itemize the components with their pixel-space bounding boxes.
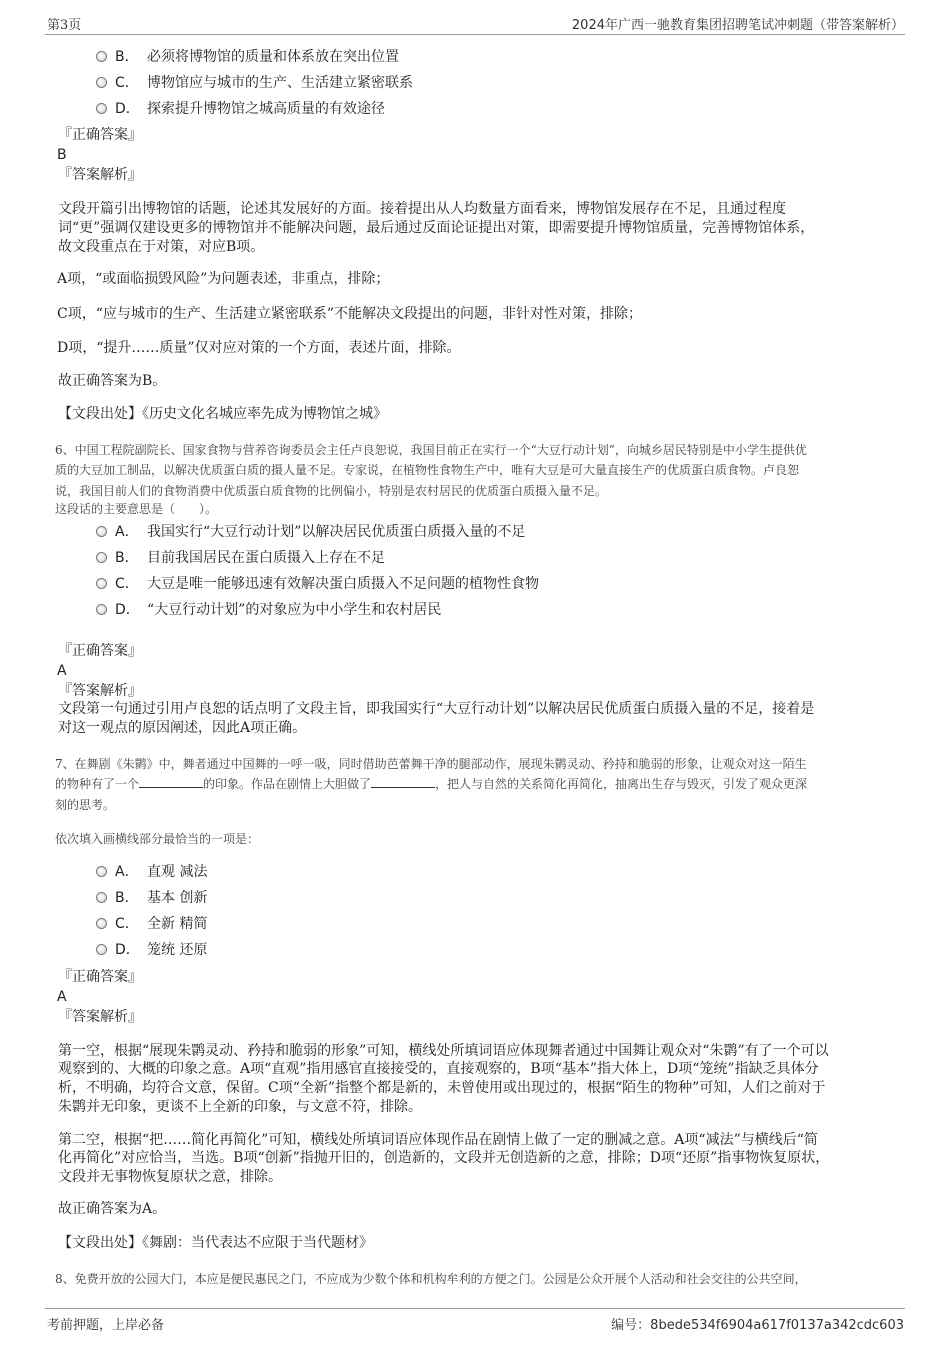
q6-option-b[interactable]: B． 目前我国居民在蛋白质摄入上存在不足 [96, 548, 385, 568]
radio-icon[interactable] [96, 944, 107, 955]
q7-stem-line: 7、在舞剧《朱鹮》中，舞者通过中国舞的一呼一吸，同时借助芭蕾舞干净的腿部动作，展现朱鹮灵动、矜持和脆弱的形象，让观众对这一陌生 [55, 757, 807, 771]
q6-stem-line: 6、中国工程院副院长、国家食物与营养咨询委员会主任卢良恕说，我国目前正在实行一个“大豆行动计划”，向城乡居民特别是中小学生提供优 [55, 443, 807, 457]
q7-analysis-line: 析，不明确，均符合文意，保留。C项“全新”指整个都是新的，未曾使用或出现过的，根据“陌生的物种”可知，人们之前对于 [58, 1080, 826, 1096]
document-title: 2024年广西一驰教育集团招聘笔试冲刺题（带答案解析） [571, 18, 904, 33]
q7-analysis-line: 朱鹮并无印象，更谈不上全新的印象，与文意不符，排除。 [58, 1099, 422, 1115]
radio-icon[interactable] [96, 918, 107, 929]
q5-analysis-line: 文段开篇引出博物馆的话题，论述其发展好的方面。接着提出从人均数量方面看来，博物馆发展存在不足，且通过程度 [58, 201, 786, 217]
q7-option-d[interactable]: D． 笼统 还原 [96, 940, 207, 960]
footer-divider [45, 1308, 905, 1309]
q5-analysis-line: 词“更”强调仅建设更多的博物馆并不能解决问题，最后通过反面论证提出对策，即需要提升博物馆质量，完善博物馆体系， [58, 220, 815, 236]
q5-option-c[interactable]: C． 博物馆应与城市的生产、生活建立紧密联系 [96, 73, 413, 93]
q7-option-c[interactable]: C． 全新 精简 [96, 914, 207, 934]
q5-source: 【文段出处】《历史文化名城应率先成为博物馆之城》 [58, 406, 387, 422]
q6-analysis-line: 文段第一句通过引用卢良恕的话点明了文段主旨，即我国实行“大豆行动计划”以解决居民优质蛋白质摄入量的不足，接着是 [58, 701, 815, 717]
q5-option-a-analysis: A项，“或面临损毁风险”为问题表述，非重点，排除； [57, 271, 390, 287]
q5-analysis-heading: 『答案解析』 [58, 167, 142, 183]
q6-stem-line: 说，我国目前人们的食物消费中优质蛋白质食物的比例偏小，特别是农村居民的优质蛋白质摄入量不足。 [55, 484, 608, 498]
q6-option-a[interactable]: A． 我国实行“大豆行动计划”以解决居民优质蛋白质摄入量的不足 [96, 522, 525, 542]
radio-icon[interactable] [96, 526, 107, 537]
q7-analysis-line: 第一空，根据“展现朱鹮灵动、矜持和脆弱的形象”可知，横线处所填词语应体现舞者通过中国舞让观众对“朱鹮”有了一个可以 [58, 1043, 829, 1059]
q7-analysis-line: 化再简化”对应恰当，当选。B项“创新”指抛开旧的，创造新的，文段并无创造新的之意，排除；D项“还原”指事物恢复原状， [58, 1150, 830, 1166]
q7-analysis-line: 文段并无事物恢复原状之意，排除。 [58, 1169, 282, 1185]
q6-analysis-heading: 『答案解析』 [58, 683, 142, 699]
q6-option-c[interactable]: C． 大豆是唯一能够迅速有效解决蛋白质摄入不足问题的植物性食物 [96, 574, 539, 594]
radio-icon[interactable] [96, 604, 107, 615]
q6-answer-heading: 『正确答案』 [58, 643, 142, 659]
q7-option-b[interactable]: B． 基本 创新 [96, 888, 207, 908]
q7-analysis-line: 观察到的、大概的印象之意。A项“直观”指用感官直接接受的，直接观察的，B项“基本”指大体上，D项“笼统”指缺乏具体分 [58, 1061, 819, 1077]
q5-answer: B [57, 147, 67, 163]
radio-icon[interactable] [96, 51, 107, 62]
radio-icon[interactable] [96, 77, 107, 88]
q7-stem-line: 刻的思考。 [55, 798, 116, 812]
q5-option-c-analysis: C项，“应与城市的生产、生活建立紧密联系”不能解决文段提出的问题，非针对性对策，排除； [57, 306, 643, 322]
radio-icon[interactable] [96, 103, 107, 114]
q7-analysis-heading: 『答案解析』 [58, 1009, 142, 1025]
q6-analysis-line: 对这一观点的原因阐述，因此A项正确。 [58, 720, 307, 736]
q7-source: 【文段出处】《舞剧：当代表达不应限于当代题材》 [58, 1235, 373, 1251]
q6-option-d[interactable]: D． “大豆行动计划”的对象应为中小学生和农村居民 [96, 600, 441, 620]
radio-icon[interactable] [96, 892, 107, 903]
q5-option-d[interactable]: D． 探索提升博物馆之城高质量的有效途径 [96, 99, 385, 119]
document-id: 编号：8bede534f6904a617f0137a342cdc603 [611, 1318, 904, 1333]
radio-icon[interactable] [96, 866, 107, 877]
q5-option-d-analysis: D项，“提升……质量”仅对应对策的一个方面，表述片面，排除。 [57, 340, 461, 356]
q7-stem-line-with-blanks: 的物种有了一个 的印象。作品在剧情上大胆做了 ，把人与自然的关系简化再简化，抽离出生存与毁灭，引发了观众更深 [55, 777, 808, 791]
q7-analysis-line: 第二空，根据“把……简化再简化”可知，横线处所填词语应体现作品在剧情上做了一定的删减之意。A项“减法”与横线后“简 [58, 1132, 818, 1148]
q6-answer: A [57, 663, 67, 679]
q7-answer-heading: 『正确答案』 [58, 969, 142, 985]
q5-analysis-line: 故文段重点在于对策，对应B项。 [58, 239, 265, 255]
q6-question-prompt: 这段话的主要意思是（ ）。 [55, 502, 218, 516]
q6-stem-line: 质的大豆加工制品，以解决优质蛋白质的摄人量不足。专家说，在植物性食物生产中，唯有大豆是可大量直接生产的优质蛋白质食物。卢良恕 [55, 463, 800, 477]
q7-question-prompt: 依次填入画横线部分最恰当的一项是： [55, 832, 260, 846]
fill-blank-1 [139, 776, 203, 788]
header-divider [45, 34, 905, 35]
fill-blank-2 [371, 776, 435, 788]
q7-option-a[interactable]: A． 直观 减法 [96, 862, 207, 882]
footer-slogan: 考前押题，上岸必备 [47, 1318, 165, 1333]
q5-answer-heading: 『正确答案』 [58, 127, 142, 143]
page-number: 第3页 [47, 18, 82, 33]
q7-answer: A [57, 989, 67, 1005]
radio-icon[interactable] [96, 578, 107, 589]
radio-icon[interactable] [96, 552, 107, 563]
q8-stem-line: 8、免费开放的公园大门，本应是便民惠民之门，不应成为少数个体和机构牟利的方便之门。公园是公众开展个人活动和社会交往的公共空间， [55, 1272, 807, 1286]
q5-conclusion: 故正确答案为B。 [58, 373, 167, 389]
q7-conclusion: 故正确答案为A。 [58, 1201, 167, 1217]
q5-option-b[interactable]: B． 必须将博物馆的质量和体系放在突出位置 [96, 47, 399, 67]
